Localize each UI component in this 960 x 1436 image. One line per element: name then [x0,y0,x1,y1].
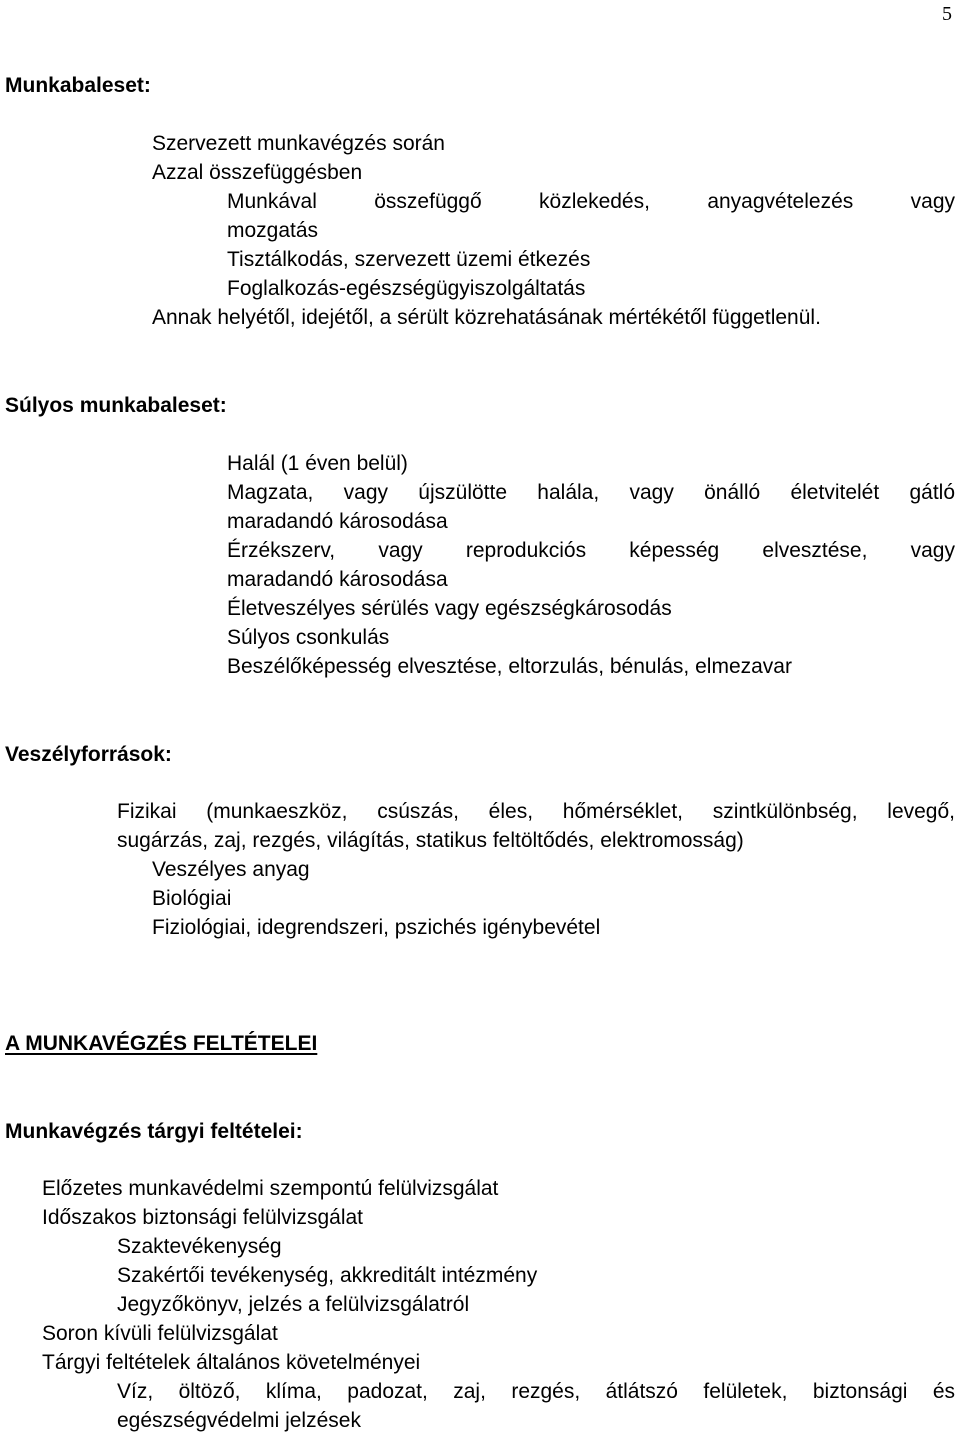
list-item: Jegyzőkönyv, jelzés a felülvizsgálatról [117,1293,470,1316]
list-item: Víz, öltöző, klíma, padozat, zaj, rezgés, átlátszó felületek, biztonsági és [117,1380,955,1403]
list-item: Foglalkozás-egészségügyiszolgáltatás [227,277,586,300]
list-item: maradandó károsodása [227,510,448,533]
list-item: mozgatás [227,219,319,242]
list-item: Halál (1 éven belül) [227,452,408,475]
list-item: Fizikai (munkaeszköz, csúszás, éles, hőmérséklet, szintkülönbség, levegő, [117,800,955,823]
list-item: Szakértői tevékenység, akkreditált intézmény [117,1264,538,1287]
list-item: Életveszélyes sérülés vagy egészségkárosodás [227,597,672,620]
list-item: Érzékszerv, vagy reprodukciós képesség elvesztése, vagy [227,539,955,562]
list-item: Munkával összefüggő közlekedés, anyagvételezés vagy [227,190,955,213]
section-heading-veszelyforrasok: Veszélyforrások: [5,743,172,766]
list-item: Fiziológiai, idegrendszeri, pszichés igénybevétel [152,916,601,939]
list-item: Veszélyes anyag [152,858,310,881]
list-item: Tisztálkodás, szervezett üzemi étkezés [227,248,591,271]
section-heading-targyi: Munkavégzés tárgyi feltételei: [5,1120,303,1143]
list-item: maradandó károsodása [227,568,448,591]
section-title: A MUNKAVÉGZÉS FELTÉTELEI [5,1032,318,1055]
section-heading-munkabaleset: Munkabaleset: [5,74,151,97]
list-item: Szervezett munkavégzés során [152,132,445,155]
list-item: Biológiai [152,887,232,910]
list-item: sugárzás, zaj, rezgés, világítás, statikus feltöltődés, elektromosság) [117,829,744,852]
list-item: Előzetes munkavédelmi szempontú felülvizsgálat [42,1177,499,1200]
list-item: Súlyos csonkulás [227,626,390,649]
list-item: Magzata, vagy újszülötte halála, vagy önálló életvitelét gátló [227,481,955,504]
list-item: egészségvédelmi jelzések [117,1409,361,1432]
page-number: 5 [942,3,952,25]
list-item: Beszélőképesség elvesztése, eltorzulás, bénulás, elmezavar [227,655,792,678]
list-item: Soron kívüli felülvizsgálat [42,1322,278,1345]
list-item: Azzal összefüggésben [152,161,363,184]
list-item: Szaktevékenység [117,1235,282,1258]
list-item: Tárgyi feltételek általános követelményei [42,1351,421,1374]
list-item: Időszakos biztonsági felülvizsgálat [42,1206,364,1229]
list-item: Annak helyétől, idejétől, a sérült közrehatásának mértékétől függetlenül. [152,306,821,329]
section-heading-sulyos: Súlyos munkabaleset: [5,394,227,417]
